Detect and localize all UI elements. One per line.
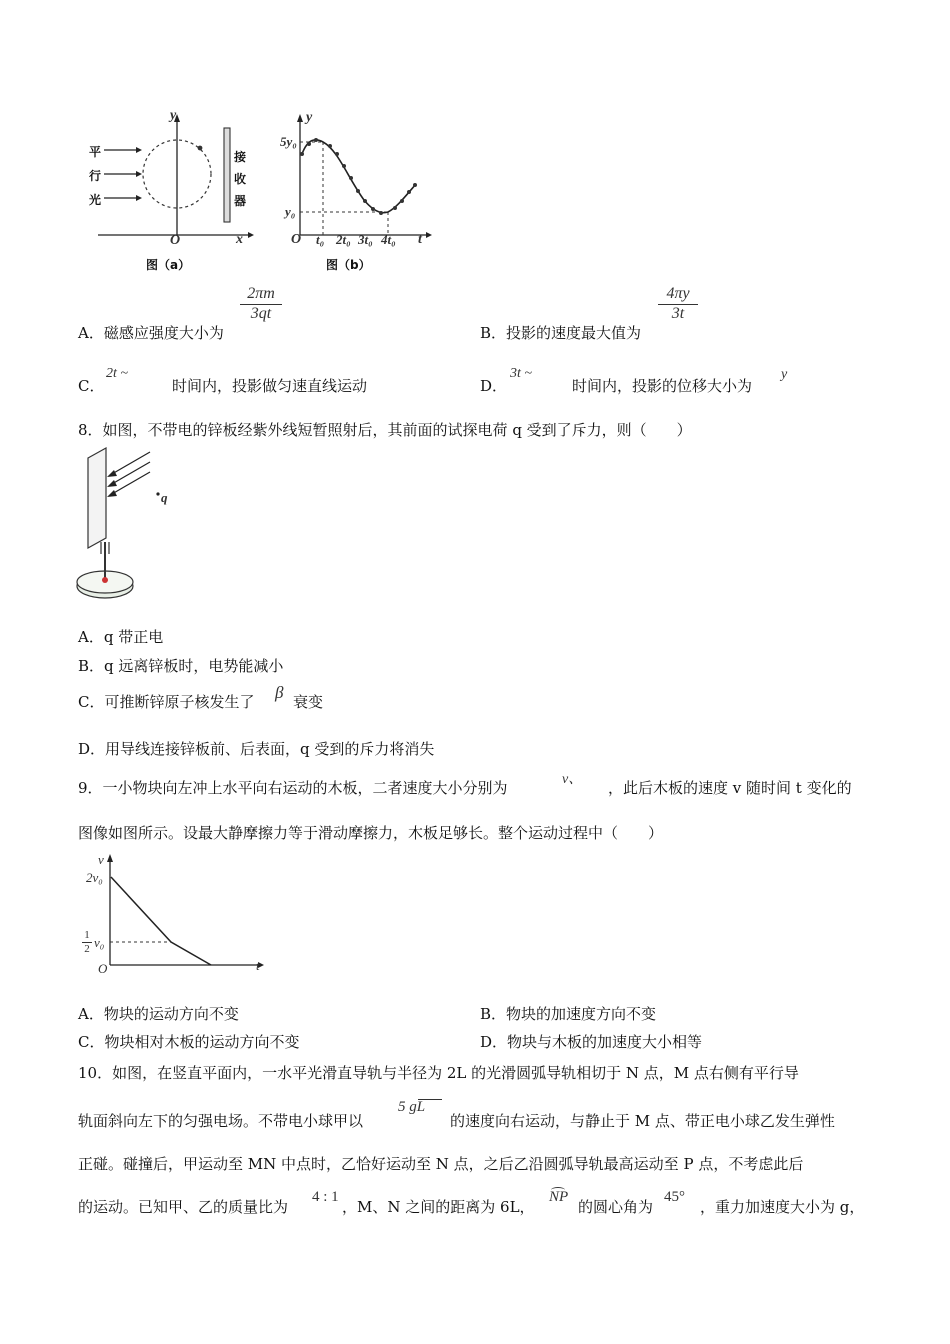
q8-option-b: B．q 远离锌板时，电势能减小 — [78, 657, 284, 675]
q8-option-a: A．q 带正电 — [78, 628, 164, 646]
q10-line4-c: 的圆心角为 — [578, 1198, 654, 1216]
q9-graph-half-symbol: v₀ — [94, 935, 105, 950]
q10-sqrt-bar — [418, 1099, 442, 1100]
q7-option-c-prefix: C． — [78, 377, 105, 395]
q10-line4-d: ，重力加速度大小为 g， — [700, 1198, 865, 1216]
q9-stem-line1: 9．一小物块向左冲上水平向右运动的木板，二者速度大小分别为 — [78, 779, 508, 797]
figure-a — [78, 108, 258, 276]
figure-b — [286, 108, 436, 248]
q9-graph-v-top: 2v₀ — [86, 870, 103, 885]
fig-a-side-label-2: 行 — [89, 169, 102, 183]
q7-optB-numerator: 4πy — [666, 285, 690, 302]
q7-option-c-text: 时间内，投影做匀速直线运动 — [172, 377, 368, 395]
q9-option-b: B．物块的加速度方向不变 — [480, 1005, 657, 1023]
fig-a-side-label-1: 平 — [89, 145, 102, 159]
fig-b-axis-t-label: t — [418, 232, 422, 247]
fig-a-receiver-label-1: 接 — [234, 150, 247, 164]
q7-option-d-prefix: D． — [480, 377, 508, 395]
q9-graph-origin: O — [98, 961, 108, 976]
q10-line4-arc: NP — [549, 1189, 569, 1205]
fig-b-axis-y-label: y — [306, 110, 313, 125]
q9-option-c: C．物块相对木板的运动方向不变 — [78, 1033, 300, 1051]
fig-a-side-label-3: 光 — [89, 193, 102, 207]
q8-option-c-tail: 衰变 — [293, 693, 324, 711]
q9-graph-half-num: 1 — [84, 929, 90, 941]
fig-a-axis-x-label: x — [236, 232, 243, 247]
q9-stem-velocity: v、 — [562, 772, 583, 787]
q9-graph-axis-t: t — [256, 958, 260, 973]
fig-b-y-top-label: 5y₀ — [280, 134, 297, 149]
q10-line1: 10．如图，在竖直平面内，一水平光滑直导轨与半径为 2L 的光滑圆弧导轨相切于 N 点，M 点右侧有平行导 — [78, 1064, 799, 1082]
q9-graph-half-den: 2 — [82, 942, 92, 955]
fig-b-tick-2t0: 2t₀ — [336, 232, 351, 247]
q7-option-d-tail: y — [781, 367, 788, 382]
q9-vt-graph — [78, 852, 268, 977]
q7-option-a: A．磁感应强度大小为 — [78, 324, 224, 342]
fig-a-receiver-label-2: 收 — [234, 172, 247, 186]
q10-line3: 正碰。碰撞后，甲运动至 MN 中点时，乙恰好运动至 N 点，之后乙沿圆弧导轨最高运动至 P 点，不考虑此后 — [78, 1155, 804, 1173]
q7-optA-denominator: 3qt — [240, 304, 282, 323]
q7-option-d-text: 时间内，投影的位移大小为 — [572, 377, 753, 395]
q7-option-b: B．投影的速度最大值为 — [480, 324, 642, 342]
q9-option-a: A．物块的运动方向不变 — [78, 1005, 239, 1023]
q8-stem: 8．如图，不带电的锌板经紫外线短暂照射后，其前面的试探电荷 q 受到了斥力，则（ ） — [78, 421, 692, 439]
q9-stem-line2: 图像如图所示。设最大静摩擦力等于滑动摩擦力，木板足够长。整个运动过程中（ ） — [78, 824, 664, 842]
q10-line2: 轨面斜向左下的匀强电场。不带电小球甲以 — [78, 1112, 364, 1130]
q8-zinc-plate-figure — [72, 446, 192, 608]
q10-line4-angle: 45° — [664, 1189, 685, 1205]
fig-a-origin-label: O — [170, 233, 181, 248]
fig-b-y-low-label: y₀ — [285, 204, 296, 219]
q10-line2-tail: 的速度向右运动，与静止于 M 点、带正电小球乙发生弹性 — [450, 1112, 835, 1130]
q9-stem-line1-tail: ，此后木板的速度 v 随时间 t 变化的 — [608, 779, 852, 797]
fig-b-tick-3t0: 3t₀ — [358, 232, 373, 247]
fig-b-origin-label: O — [291, 232, 302, 247]
q8-charge-label: q — [161, 490, 168, 505]
fig-a-caption: 图（a） — [146, 258, 191, 272]
q7-option-d-expr: 3t ~ — [510, 366, 532, 381]
q10-line4-ratio: 4 : 1 — [312, 1189, 339, 1205]
fig-a-receiver-label-3: 器 — [234, 194, 247, 208]
q9-option-d: D．物块与木板的加速度大小相等 — [480, 1033, 703, 1051]
q10-line4: 的运动。已知甲、乙的质量比为 — [78, 1198, 289, 1216]
q7-optB-denominator: 3t — [658, 304, 698, 323]
q8-option-c: C．可推断锌原子核发生了 — [78, 693, 255, 711]
q8-option-d: D．用导线连接锌板前、后表面，q 受到的斥力将消失 — [78, 740, 435, 758]
q9-graph-axis-v: v — [98, 852, 104, 867]
q7-optA-fraction — [240, 285, 282, 323]
q7-optB-fraction — [658, 285, 698, 323]
q10-line4-b: ，M、N 之间的距离为 6L， — [342, 1198, 535, 1216]
fig-b-tick-t0: t₀ — [316, 232, 325, 247]
q9-graph-half-fraction — [82, 929, 92, 955]
q8-option-c-beta: β — [275, 683, 284, 702]
q10-line2-expr: 5 gL — [398, 1099, 426, 1115]
fig-a-axis-y-label: y — [170, 108, 177, 123]
q7-option-c-expr: 2t ~ — [106, 366, 128, 381]
q7-optA-numerator: 2πm — [247, 285, 275, 302]
fig-b-caption: 图（b） — [326, 258, 371, 272]
q10-arc-mark — [551, 1187, 565, 1193]
fig-b-tick-4t0: 4t₀ — [381, 232, 396, 247]
